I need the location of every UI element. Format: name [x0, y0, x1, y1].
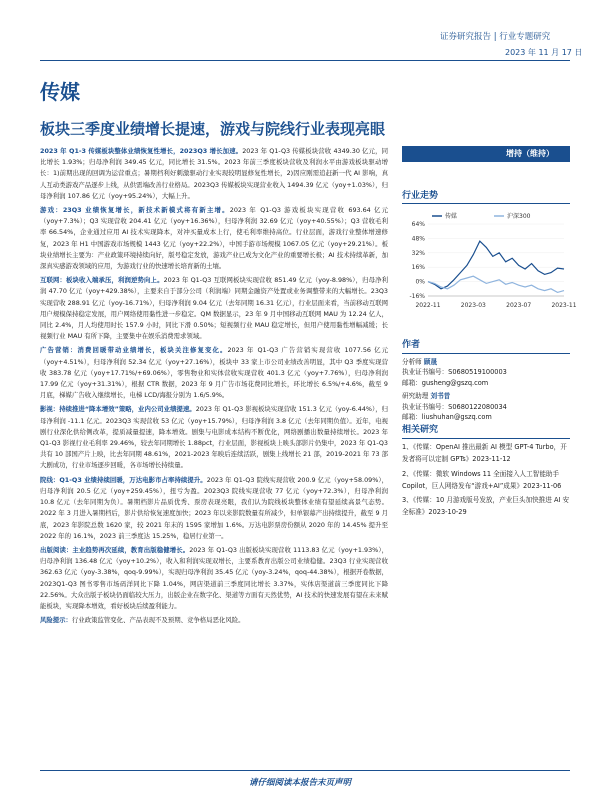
- related-report-link[interactable]: 1、《传媒：OpenAI 推出最新 AI 模型 GPT-4 Turbo，开发者将可以定制 GPTs》2023-11-12: [402, 443, 567, 464]
- x-tick-label: 2023-11: [551, 302, 577, 309]
- x-tick-label: 2023-03: [460, 302, 486, 309]
- y-tick-label: -16%: [409, 293, 425, 300]
- body-paragraph: [40, 404, 388, 471]
- analyst-cert: 执业证书编号：S0680519100003: [402, 368, 507, 376]
- y-tick-label: 48%: [411, 235, 425, 243]
- rating-badge: 增持（维持）: [402, 146, 570, 162]
- body-paragraph: [40, 275, 388, 342]
- related-section: [402, 424, 570, 518]
- body-paragraph: [40, 615, 388, 626]
- footer-note: 请仔细阅读本报告末页声明: [248, 778, 351, 788]
- right-column: [402, 146, 570, 204]
- analyst-name-row: [402, 391, 570, 402]
- report-type: 证券研究报告 | 行业专题研究: [440, 32, 551, 42]
- analysts-section: [402, 340, 570, 423]
- related-report-link[interactable]: 3、《传媒：10 月游戏版号发放，产业巨头加快推进 AI 安全标准》2023-10-29: [402, 496, 570, 517]
- legend-label: 沪深300: [507, 213, 531, 220]
- paragraph-body: 2023 年 Q1-Q3 广告营销实现营收 1077.56 亿元（yoy+4.51%），归母净利润 52.34 亿元（yoy+27.16%），板块中 33 家上市公司业绩改善明显，其中 Q3 季度实现营收 383.78 亿元（yoy+17.71%/+69.06%），零售物业和实体营收实现营收 401.3 亿元（yoy+7.76%），归母净利润 17.99 亿元（yoy+31.31%），根据 CTR 数据，2023 年 9 月广告市场花费同比增长，环比增长 6.5%/+4.6%，截至 9 月底，梯媒广告收入继续增长，电梯 LCD/海报分别为 1.6/5.9%。: [40, 346, 388, 400]
- x-tick-label: 2022-11: [415, 302, 441, 309]
- body-paragraph: [40, 475, 388, 542]
- body-paragraph: [40, 146, 388, 202]
- paragraph-body: 2023 年 Q1-Q3 出版板块实现营收 1113.83 亿元（yoy+1.93%），归母净利润 136.48 亿元（yoy+10.2%），收入和利润实现双增长，主要系教育出版公司业绩稳健。23Q3 行业实现营收 362.63 亿元（yoy-3.38%，qoq-9.99%），实现归母净利润 35.45 亿元（yoy-3.24%，qoq-44.38%），根据开卷数据，2023Q1-Q3 图书零售市场码洋同比下降 1.04%，网店渠道前三季度同比增长 3.37%，实体店渠道前三季度同比下降 22.56%。大众出版子板块仍面临较大压力，出版企业在数字化、渠道等方面有天然优势，AI 技术的快速发展有望在未来赋能板块，实现降本增效，看好板块后续盈利能力。: [40, 545, 389, 610]
- paragraph-lead: 互联网：板块收入端承压，利润逆势向上。: [40, 276, 164, 285]
- paragraph-lead: 2023 年 Q1-3 传媒板块整体业绩恢复性增长，2023Q3 增长加速。: [40, 147, 243, 155]
- industry-title: 传媒: [40, 80, 80, 104]
- body-paragraph: [40, 545, 388, 612]
- paragraph-lead: 游戏：23Q3 业绩恢复增长，新技术新模式将有新主增。: [40, 206, 230, 215]
- authors-title: 作者: [402, 340, 570, 354]
- legend-label: 传媒: [445, 213, 458, 220]
- y-tick-label: 32%: [411, 249, 425, 257]
- analyst-email[interactable]: 邮箱：gusheng@gszq.com: [402, 378, 489, 387]
- main-body: [40, 146, 388, 629]
- market-trend-title: 行业走势: [402, 188, 570, 204]
- paragraph-body: 2023 年 Q1-Q3 传媒板块营收 4349.30 亿元，同比增长 1.93%；归母净利润 349.45 亿元，同比增长 31.5%。2023 年前三季度板块营收及利润水平由游戏板块驱动增长：1)前期出现的回调为运营重点；暑期档利好刺激驱动行业实现较明显修复性增长，2)因应刚需追赶新一代 AI 影响，真人互动类游戏产品逐步上线，从供需端改善行业格局。2023Q3 传媒板块实现营业收入 1494.39 亿元（yoy+1.03%），归母净利润 107.86 亿元（yoy+95.24%），大幅上升。: [40, 147, 388, 200]
- y-tick-label: 16%: [411, 264, 425, 272]
- related-title: 相关研究: [402, 424, 570, 439]
- body-paragraph: [40, 205, 388, 272]
- paragraph-body: 2023 年 Q1-Q3 影视板块实现营收 151.3 亿元（yoy-6.44%），归母净利润 -11.1 亿元。2023Q3 实现营收 53 亿元（yoy+15.79%），归母净利润 3.8 亿元（去年同期负值）。近年，电视剧行业深化供给侧改革，提质减量提速，降本增效。剧集与电影成本结构不断优化，网络剧播出数量持续增长。2023 年 Q1-Q3 影视行业毛利率 29.46%，较去年同期增长 1.88pct，行业层面，影视板块上映头部影片仍集中，2023 年 Q1-Q3 共有 10 部国产片上映，比去年同期 48.61%，2021-2023 年映后连续活跃，剧集上线增长 21 部，2019-2021 年 73 部大剧成功，行业市场逐步回暖，各市场增长持续量。: [40, 405, 388, 470]
- y-tick-label: 64%: [411, 221, 425, 228]
- header-divider: [40, 60, 570, 61]
- paragraph-lead: 影视：持续推进“降本增效”策略，业内公司业绩提速。: [40, 405, 196, 414]
- paragraph-body: 行业政策监管变化、产品表现不及预期、竞争格局恶化风险。: [71, 616, 245, 625]
- body-paragraph: [40, 345, 388, 401]
- analyst-name: 顾晟: [423, 357, 438, 366]
- analyst-cert: 执业证书编号：S0680122080034: [402, 402, 507, 411]
- analyst-name: 刘书昔: [430, 392, 451, 400]
- paragraph-body: 2023 年 Q1-Q3 游戏板块实现营收 693.64 亿元（yoy+7.3%）；Q3 实现营收 204.41 亿元（yoy+16.36%），归母净利润 32.69 亿元（yoy+40.55%）；Q3 营收毛利率 66.54%，企业通过应用 AI 技术实现降本，对冲买量成本上行，使毛利率维持高位。行业层面，游戏行业整体增速修复，2023 年 H1 中国游戏市场规模 1443 亿元（yoy+22.2%），中国手游市场规模 1067.05 亿元（yoy+29.21%）。板块业绩增长主要为：产业政策环境持续向好，版号稳定发放，游戏产业已成为文化产业的重要增长极；AI 技术持续革新，加深真实感游戏领域的应用，为游戏行业的快速增长培育新的土壤。: [40, 206, 388, 271]
- report-headline: 板块三季度业绩增长提速，游戏与院线行业表现亮眼: [40, 120, 386, 138]
- y-tick-label: 0%: [415, 278, 425, 286]
- analyst-role: 研究助理: [402, 392, 431, 400]
- paragraph-body: 2023 年 Q1-Q3 互联网板块实现营收 851.49 亿元（yoy-8.98%），归母净利润 47.70 亿元（yoy+429.38%），主要来自于部分公司（利润端）同期金融资产处置或业务调整带来的大幅增长。23Q3 实现营收 288.91 亿元（yoy-16.71%），归母净利润 9.04 亿元（去年同期 16.31 亿元），行业层面来看，当前移动互联网用户规模保持稳定发展，用户网络使用黏性进一步稳定。QM 数据显示，23 年 9 月中国移动互联网 MAU 为 12.24 亿人，同比 2.4%，月人均使用时长 157.9 小时，同比下滑 0.50%；短视频行业 MAU 稳定增长，但用户使用黏性增幅减缓；长视频行业 MAU 有所下降，主要集中在娱乐消费需求领域。: [40, 276, 388, 341]
- paragraph-lead: 广告营销：消费回暖带动业绩增长，板块关注修复变化。: [40, 346, 228, 355]
- paragraph-lead: 风险提示：: [40, 616, 72, 625]
- analyst-email[interactable]: 邮箱：liushuhan@gszq.com: [402, 413, 492, 421]
- paragraph-lead: 出版阅读：主业趋势再次延续，教育出版稳健增长。: [40, 545, 190, 554]
- paragraph-lead: 院线：Q1-Q3 业绩持续回暖，万达电影市占率持续提升。: [40, 475, 207, 484]
- paragraph-body: 2023 年 Q1-Q3 院线实现营收 200.9 亿元（yoy+58.09%），归母净利润 20.5 亿元（yoy+259.45%），扭亏为盈。2023Q3 院线实现营收 77 亿元（yoy+72.3%），归母净利润 10.8 亿元（去年同期为负）。暑期档影片品质优秀、票房表现亮眼，我们认为院线板块整体业绩有望延续高景气态势。2022 年 3 月进入暑期档后，影片供给恢复速度加快；2023 年以来影院数量有所减少，但单银幕产出持续提升，截至 9 月底，2023 年影院总数 1620 家，较 2021 年末的 1595 家增加 1.6%。万达电影票房份额从 2020 年的 14.45% 提升至 2022 年的 16.1%，2023 前三季度达 15.25%，稳居行业第一。: [40, 475, 388, 540]
- analyst-name-row: [402, 357, 570, 368]
- report-date: 2023 年 11 月 17 日: [505, 48, 583, 57]
- related-report-link[interactable]: 2、《传媒：微软 Windows 11 全面接入人工智能助手 Copilot，巨人网络发布“游戏+AI”成果》2023-11-06: [402, 469, 562, 490]
- analyst-role: 分析师: [402, 357, 424, 366]
- trend-chart: [402, 210, 577, 310]
- trend-chart-svg: [402, 210, 577, 310]
- footer-divider: [40, 770, 570, 771]
- x-tick-label: 2023-07: [506, 302, 532, 309]
